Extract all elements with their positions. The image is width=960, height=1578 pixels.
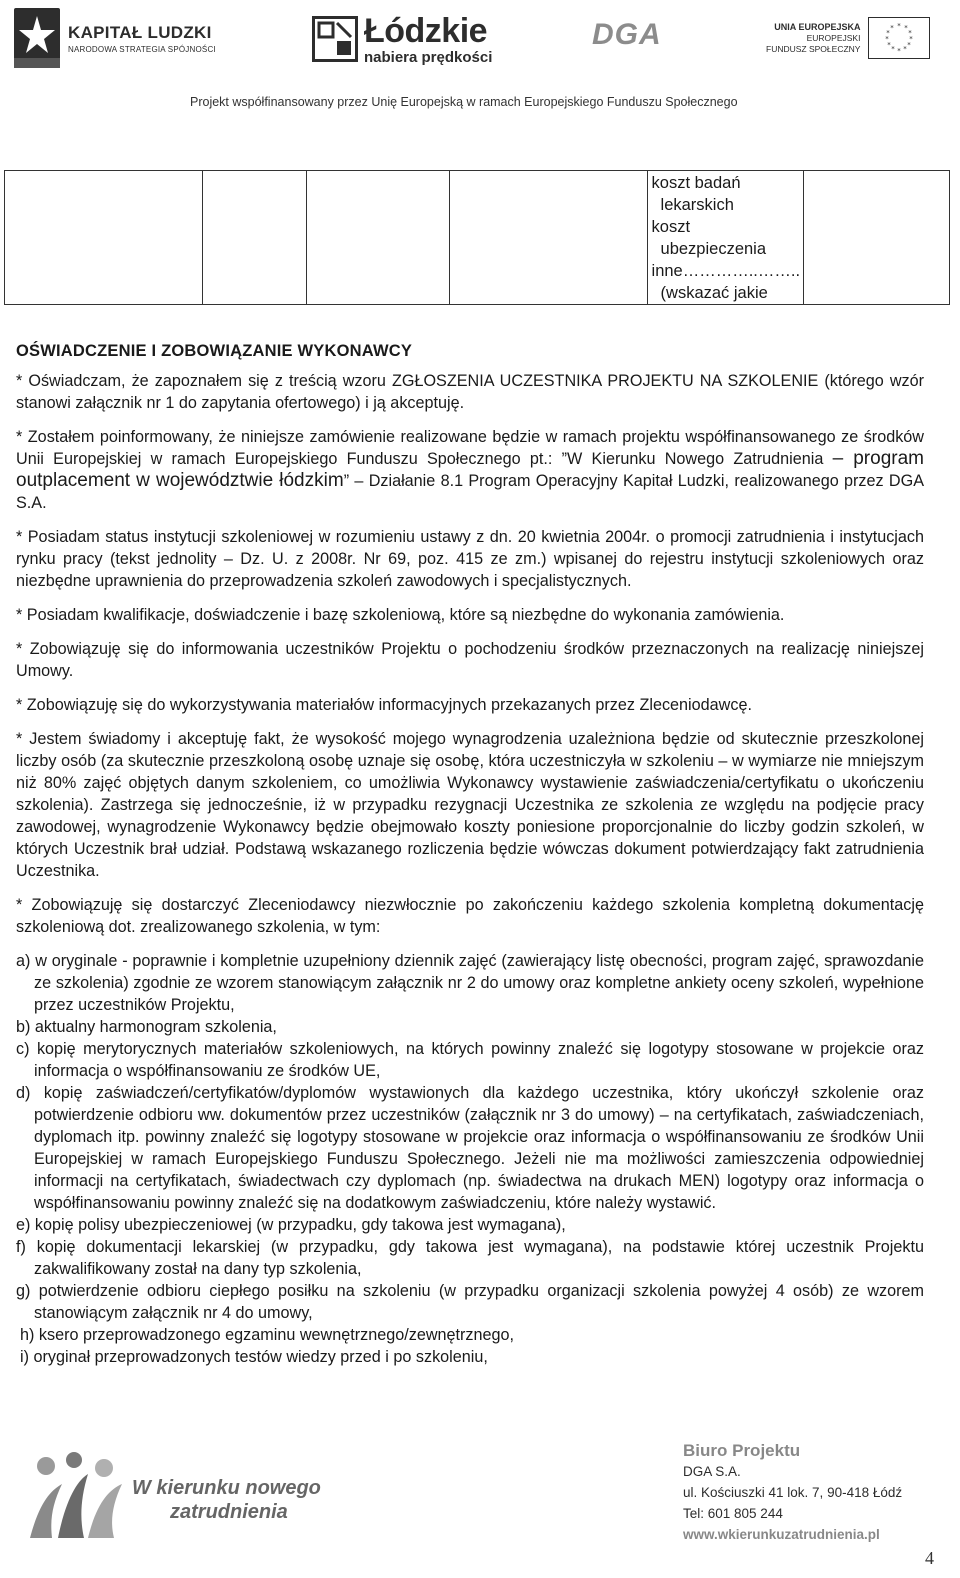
- list-item: i) oryginał przeprowadzonych testów wiedzy przed i po szkoleniu,: [20, 1348, 488, 1366]
- paragraph-8: * Zobowiązuję się dostarczyć Zleceniodawcy niezwłocznie po zakończeniu każdego szkolenia kompletną dokumentację szkoleniową dot. zrealizowanego szkolenia, w tym:: [16, 896, 924, 936]
- eu-logo: [766, 12, 932, 64]
- paragraph-7: * Jestem świadomy i akceptuję fakt, że wysokość mojego wynagrodzenia uzależniona będzie od skutecznie przeszkolonej liczby osób (za skutecznie przeszkoloną osobę uznaje się osobę, która uczestniczyła w szkoleniu – w wymiarze nie mniejszym niż 80% zajęć objętych danym szkoleniem, co umożliwia Wykonawcy wystawienie zaświadczenia/certyfikatu o ukończeniu szkolenia). Zastrzega się jednocześnie, iż w przypadku rezygnacji Uczestnika ze szkolenia ze względu na podjęcie pracy zawodowej, wynagrodzenie Wykonawcy będzie obejmowało koszty poniesione proporcjonalnie do liczby godzin szkoleń, w których Uczestnik brał udział. Podstawą wskazanego rozliczenia będzie wówczas dokument potwierdzający fakt zatrudnienia Uczestnika.: [16, 730, 924, 880]
- list-item: f) kopię dokumentacji lekarskiej (w przypadku, gdy takowa jest wymagana), na podstawie której uczestnik Projektu zakwalifikowany został na dany typ szkolenia,: [16, 1238, 924, 1278]
- cofinancing-caption: Projekt współfinansowany przez Unię Europejską w ramach Europejskiego Funduszu Społecznego: [190, 95, 738, 109]
- svg-text:*: *: [897, 22, 902, 30]
- office-title: Biuro Projektu: [683, 1441, 801, 1460]
- paragraph-2-part-a: * Zostałem poinformowany, że niniejsze zamówienie realizowane będzie w ramach projektu współfinansowanego ze środków Unii Europejskiej w ramach Europejskiego Funduszu Społecznego pt.: ”W Kierunku Nowego Zatrudnienia: [16, 428, 924, 468]
- list-item: a) w oryginale - poprawnie i kompletnie uzupełniony dziennik zajęć (zawierający listę obecności, program zajęć, sprawozdanie ze szkolenia) zgodnie ze wzorem stanowiącym załącznik nr 2 do umowy oraz kompletne ankiety oceny szkoleń, wypełnione przez uczestników Projektu,: [16, 952, 924, 1014]
- cost-line: inne…………..……..: [651, 262, 801, 280]
- eu-flag-icon: [868, 17, 930, 59]
- kapital-ludzki-title: KAPITAŁ LUDZKI: [68, 22, 212, 42]
- declaration-body: [16, 340, 924, 1368]
- dga-logo: [592, 18, 672, 62]
- project-logo-line-2: zatrudnienia: [170, 1501, 288, 1523]
- list-item: e) kopię polisy ubezpieczeniowej (w przypadku, gdy takowa jest wymagana),: [16, 1216, 566, 1234]
- lodzkie-logo: [312, 6, 512, 72]
- table-cell-empty-3: [306, 171, 449, 305]
- svg-text:*: *: [903, 45, 908, 53]
- svg-text:*: *: [909, 35, 914, 43]
- eu-line-1: UNIA EUROPEJSKA: [774, 21, 861, 32]
- project-logo-line-1: W kierunku nowego: [132, 1477, 321, 1499]
- header-logos: [0, 0, 960, 118]
- kapital-ludzki-logo: [14, 6, 236, 70]
- office-website-link[interactable]: www.wkierunkuzatrudnienia.pl: [683, 1527, 880, 1542]
- list-item: g) potwierdzenie odbioru ciepłego posiłku na szkoleniu (w przypadku organizacji szkolenia powyżej 4 osób) ze wzorem stanowiącym załącznik nr 4 do umowy,: [16, 1282, 924, 1322]
- cost-line: ubezpieczenia: [660, 240, 767, 258]
- kapital-ludzki-emblem-icon: [14, 8, 60, 68]
- svg-text:*: *: [897, 47, 902, 55]
- paragraph-5: * Zobowiązuję się do informowania uczestników Projektu o pochodzeniu środków przeznaczonych na realizację niniejszej Umowy.: [16, 640, 924, 680]
- svg-text:*: *: [887, 41, 892, 49]
- lodzkie-emblem-icon: [312, 16, 358, 62]
- svg-text:*: *: [885, 35, 890, 43]
- svg-text:*: *: [891, 45, 896, 53]
- paragraph-6: * Zobowiązuję się do wykorzystywania materiałów informacyjnych przekazanych przez Zleceniodawcę.: [16, 696, 752, 714]
- lodzkie-subtitle: nabiera prędkości: [364, 48, 493, 66]
- project-figures-icon: [22, 1450, 132, 1542]
- svg-text:*: *: [904, 24, 909, 32]
- table-cell-empty-4: [450, 171, 647, 305]
- eu-line-2: EUROPEJSKI: [806, 33, 861, 43]
- documentation-list: [16, 950, 924, 1368]
- office-address: ul. Kościuszki 41 lok. 7, 90-418 Łódź: [683, 1485, 903, 1500]
- table-cell-empty-2: [203, 171, 307, 305]
- kapital-ludzki-subtitle: NARODOWA STRATEGIA SPÓJNOŚCI: [68, 44, 216, 54]
- cost-table: [4, 170, 950, 305]
- paragraph-4: * Posiadam kwalifikacje, doświadczenie i bazę szkoleniową, które są niezbędne do wykonania zamówienia.: [16, 606, 785, 624]
- section-title: OŚWIADCZENIE I ZOBOWIĄZANIE WYKONAWCY: [16, 342, 413, 360]
- paragraph-1: * Oświadczam, że zapoznałem się z treścią wzoru ZGŁOSZENIA UCZESTNIKA PROJEKTU NA SZKOLENIE (którego wzór stanowi załącznik nr 1 do zapytania ofertowego) i ją akceptuję.: [16, 372, 924, 412]
- project-logo: [22, 1446, 342, 1546]
- list-item: h) ksero przeprowadzonego egzaminu wewnętrznego/zewnętrznego,: [20, 1326, 515, 1344]
- lodzkie-title: Łódzkie: [364, 11, 488, 50]
- paragraph-2-part-c: ” – Działanie 8.1 Program Operacyjny Kapitał Ludzki, realizowanego przez DGA S.A.: [16, 472, 924, 512]
- paragraph-2: [16, 426, 924, 514]
- table-cell-cost-list: [647, 171, 803, 305]
- table-cell-empty-1: [5, 171, 203, 305]
- svg-text:*: *: [908, 29, 913, 37]
- office-phone: Tel: 601 805 244: [683, 1506, 783, 1521]
- svg-text:*: *: [890, 24, 895, 32]
- eu-line-3: FUNDUSZ SPOŁECZNY: [766, 43, 861, 54]
- project-name: – program outplacement w województwie łódzkim: [16, 448, 924, 491]
- paragraph-3: * Posiadam status instytucji szkoleniowej w rozumieniu ustawy z dn. 20 kwietnia 2004r. o promocji zatrudnienia i instytucjach rynku pracy (tekst jednolity – Dz. U. z 2008r. Nr 69, poz. 415 ze zm.) wpisanej do rejestru instytucji szkoleniowych oraz niezbędne uprawnienia do przeprowadzenia szkoleń zawodowych i specjalistycznych.: [16, 528, 924, 590]
- page-number: 4: [925, 1548, 934, 1568]
- list-item: d) kopię zaświadczeń/certyfikatów/dyplomów wystawionych dla każdego uczestnika, który ukończył szkolenie oraz potwierdzenie odbioru ww. dokumentów przez uczestników (załącznik nr 3 do umowy) – na certyfikatach, zaświadczeniach, dyplomach itp. powinny znaleźć się logotypy stosowane w projekcie oraz informacja o współfinansowaniu ze środków Unii Europejskiej w ramach Europejskiego Funduszu Społecznego. Jeżeli nie ma możliwości zamieszczenia odpowiedniej informacji na certyfikatach, świadectwach czy dyplomach (np. świadectwa na drukach MEN) logotypy oraz informacja o współfinansowaniu powinny znaleźć się na dodatkowym zaświadczeniu, które należy wystawić.: [16, 1084, 924, 1212]
- cost-line: koszt: [651, 218, 691, 236]
- cost-line: (wskazać jakie: [660, 284, 768, 302]
- cost-line: lekarskich: [660, 196, 734, 214]
- project-office: [683, 1440, 933, 1545]
- dga-logo-text: DGA: [592, 18, 662, 51]
- office-company: DGA S.A.: [683, 1464, 741, 1479]
- list-item: b) aktualny harmonogram szkolenia,: [16, 1018, 277, 1036]
- table-cell-empty-6: [803, 171, 949, 305]
- list-item: c) kopię merytorycznych materiałów szkoleniowych, na których powinny znaleźć się logotypy stosowane w projekcie oraz informacja o współfinansowaniu ze środków UE,: [16, 1040, 924, 1080]
- svg-text:*: *: [907, 41, 912, 49]
- cost-line: koszt badań: [651, 174, 741, 192]
- svg-text:*: *: [886, 29, 891, 37]
